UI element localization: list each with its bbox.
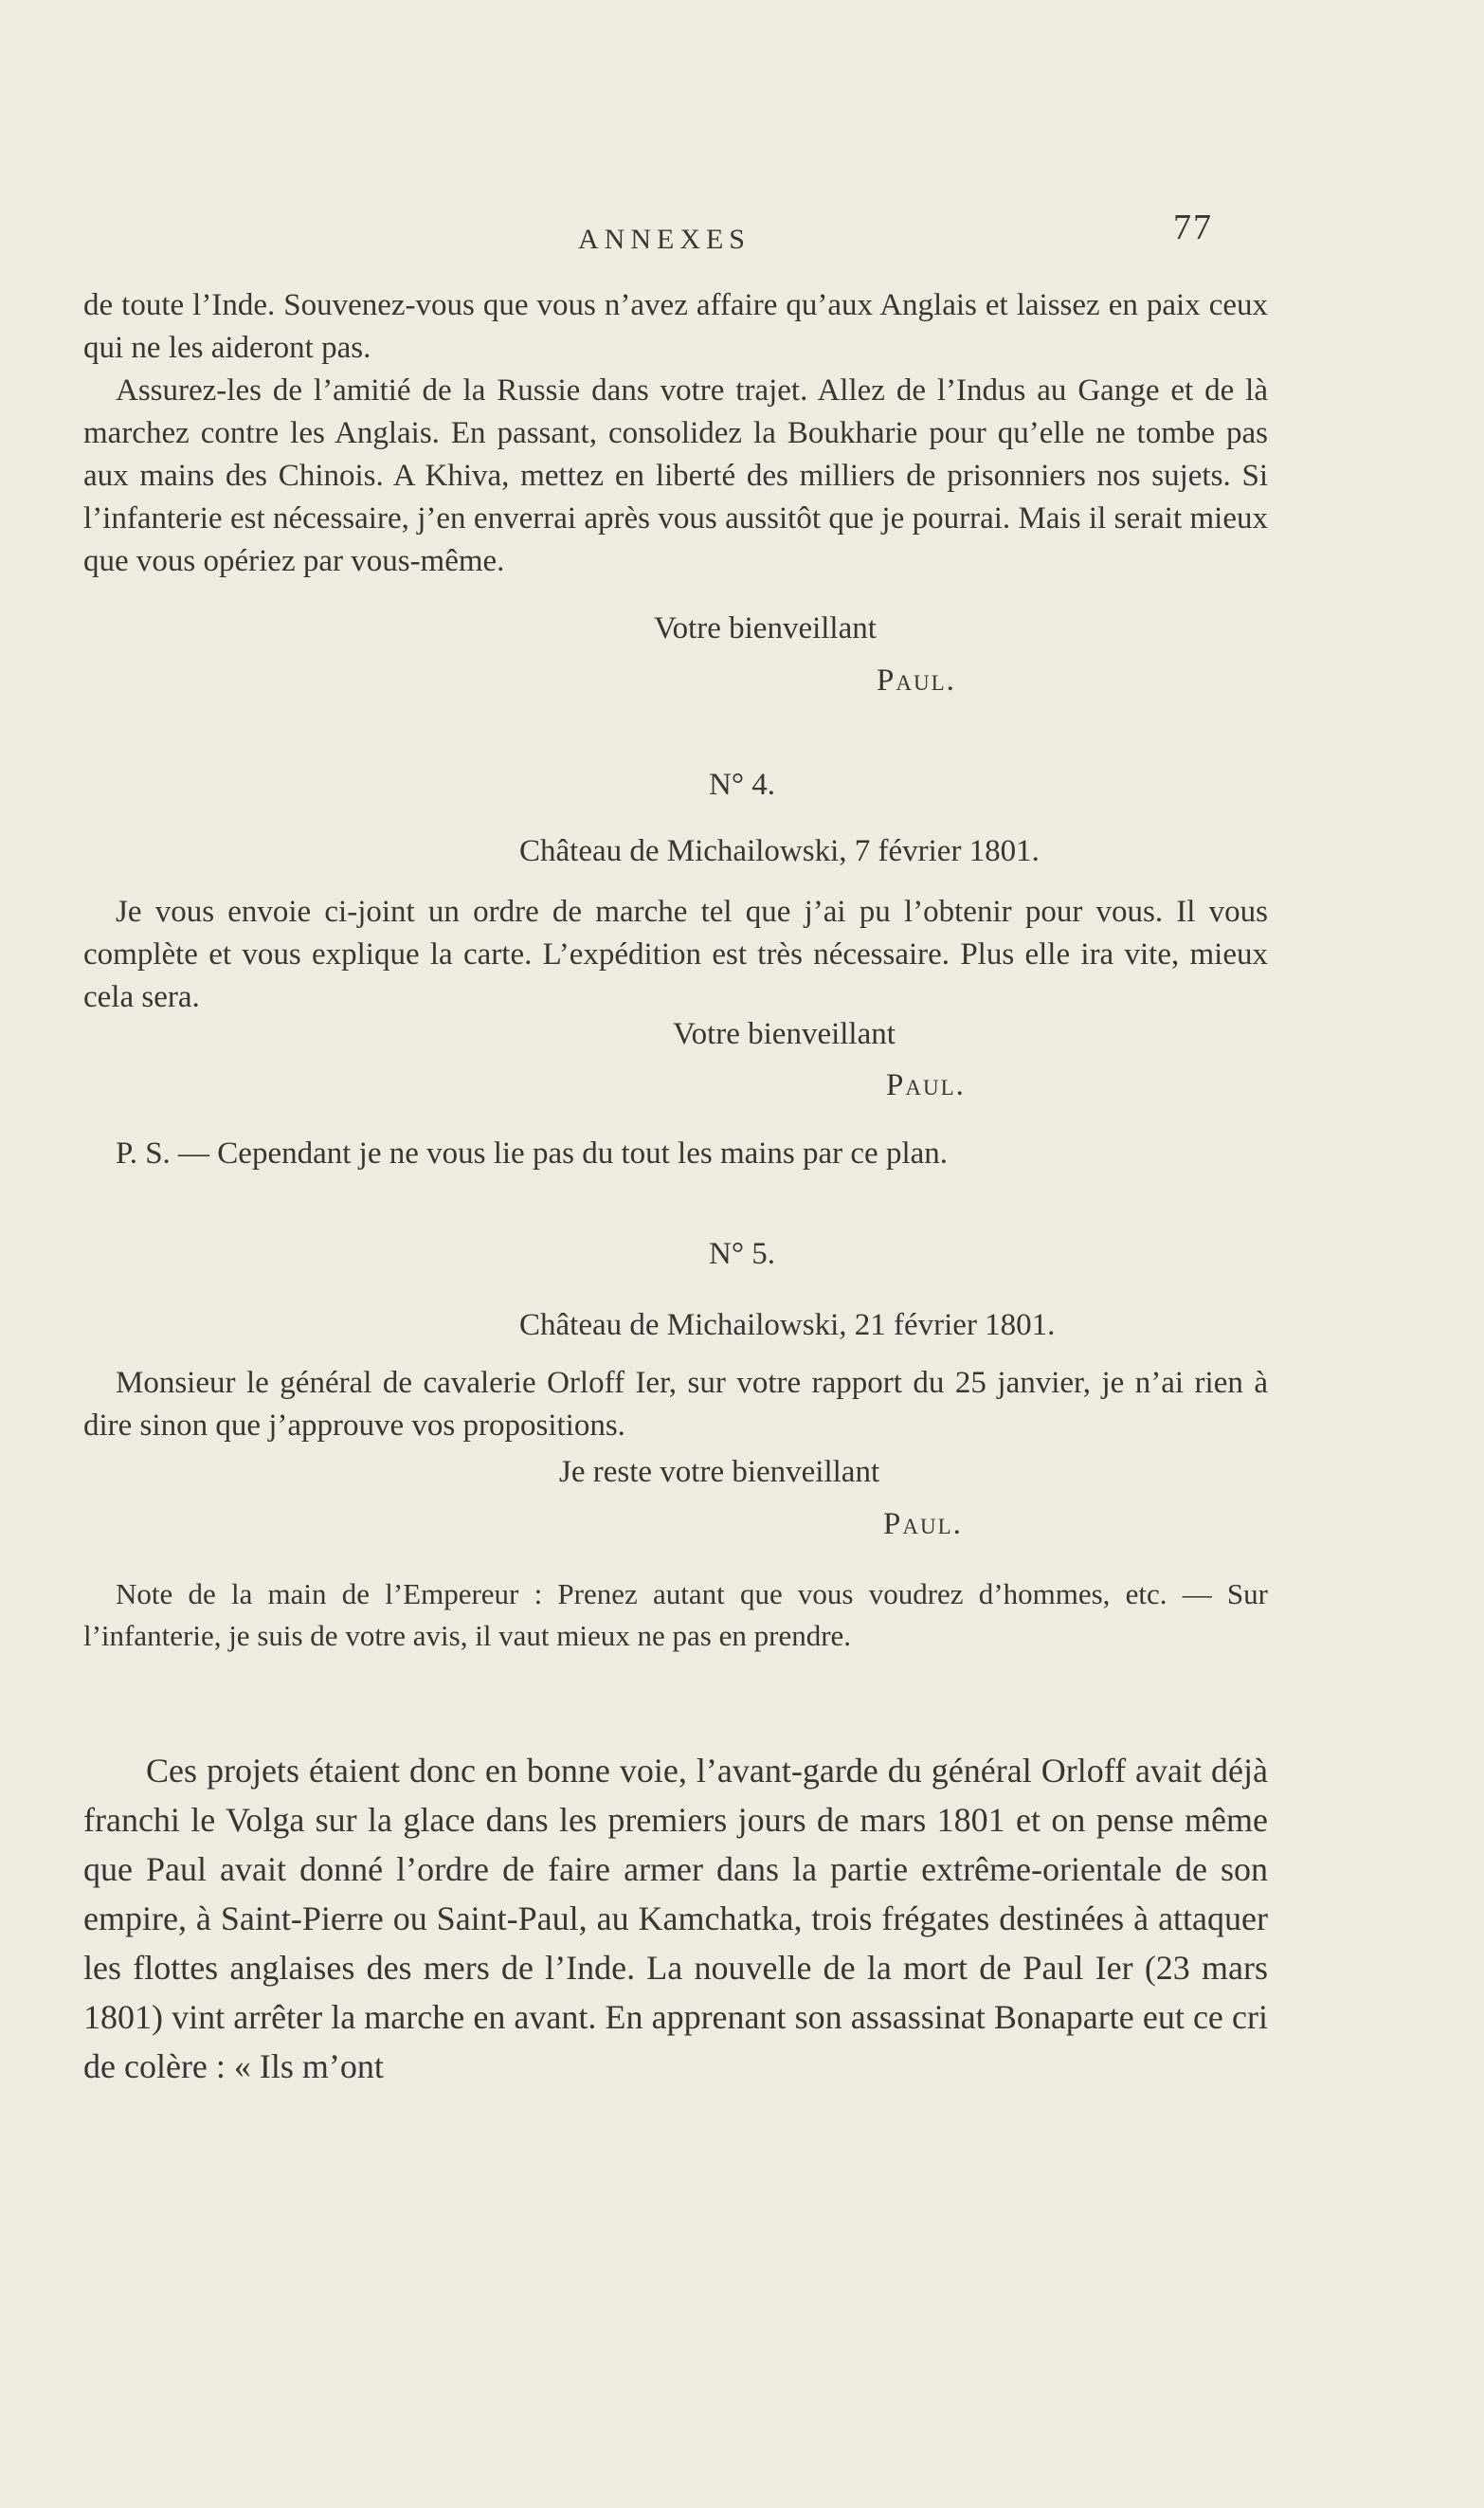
letter4-postscript-block: [83, 1133, 1268, 1175]
page-number: 77: [1173, 208, 1213, 247]
letter5-closing: Je reste votre bienveillant: [559, 1455, 880, 1489]
letter4-closing: Votre bienveillant: [673, 1017, 896, 1051]
letter5-note-block: [83, 1573, 1268, 1657]
letter3-closing: Votre bienveillant: [654, 611, 877, 645]
letter5-signature: Paul.: [883, 1507, 963, 1541]
letter3-signature: Paul.: [877, 663, 956, 698]
letter3-text: [83, 284, 1268, 583]
letter4-heading: N° 4.: [708, 768, 776, 802]
letter5-note: Note de la main de l’Empereur : Prenez autant que vous voudrez d’hommes, etc. — Sur l’infanterie, je suis de votre avis, il vaut mieux ne pas en prendre.: [83, 1577, 1268, 1652]
letter4-text: [83, 891, 1268, 1019]
letter4-place-date: Château de Michailowski, 7 février 1801.: [519, 834, 1040, 868]
narrative-block: [83, 1746, 1268, 2091]
running-title: ANNEXES: [578, 224, 751, 255]
letter3-paragraph-2: Assurez-les de l’amitié de la Russie dans votre trajet. Allez de l’Indus au Gange et de là marchez contre les Anglais. En passant, consolidez la Boukharie pour qu’elle ne tombe pas aux mains des Chinois. A Khiva, mettez en liberté des milliers de prisonniers nos sujets. Si l’infanterie est nécessaire, j’en enverrai après vous aussitôt que je pourrai. Mais il serait mieux que vous opériez par vous-même.: [83, 373, 1268, 578]
letter3-paragraph-1: de toute l’Inde. Souvenez-vous que vous n’avez affaire qu’aux Anglais et laissez en paix ceux qui ne les aideront pas.: [83, 288, 1268, 365]
letter5-place-date: Château de Michailowski, 21 février 1801.: [519, 1308, 1056, 1342]
letter5-heading: N° 5.: [708, 1237, 776, 1271]
letter5-body: Monsieur le général de cavalerie Orloff Ier, sur votre rapport du 25 janvier, je n’ai rien à dire sinon que j’approuve vos propositions.: [83, 1366, 1268, 1443]
narrative-paragraph: Ces projets étaient donc en bonne voie, l’avant-garde du général Orloff avait déjà franchi le Volga sur la glace dans les premiers jours de mars 1801 et on pense même que Paul avait donné l’ordre de faire armer dans la partie extrême-orientale de son empire, à Saint-Pierre ou Saint-Paul, au Kamchatka, trois frégates destinées à attaquer les flottes anglaises des mers de l’Inde. La nouvelle de la mort de Paul Ier (23 mars 1801) vint arrêter la marche en avant. En apprenant son assassinat Bonaparte eut ce cri de colère : « Ils m’ont: [83, 1752, 1268, 2085]
letter4-body: Je vous envoie ci-joint un ordre de marche tel que j’ai pu l’obtenir pour vous. Il vous complète et vous explique la carte. L’expédition est très nécessaire. Plus elle ira vite, mieux cela sera.: [83, 895, 1268, 1014]
letter4-postscript: P. S. — Cependant je ne vous lie pas du tout les mains par ce plan.: [116, 1136, 949, 1171]
letter5-text: [83, 1362, 1268, 1447]
letter4-signature: Paul.: [886, 1068, 966, 1102]
